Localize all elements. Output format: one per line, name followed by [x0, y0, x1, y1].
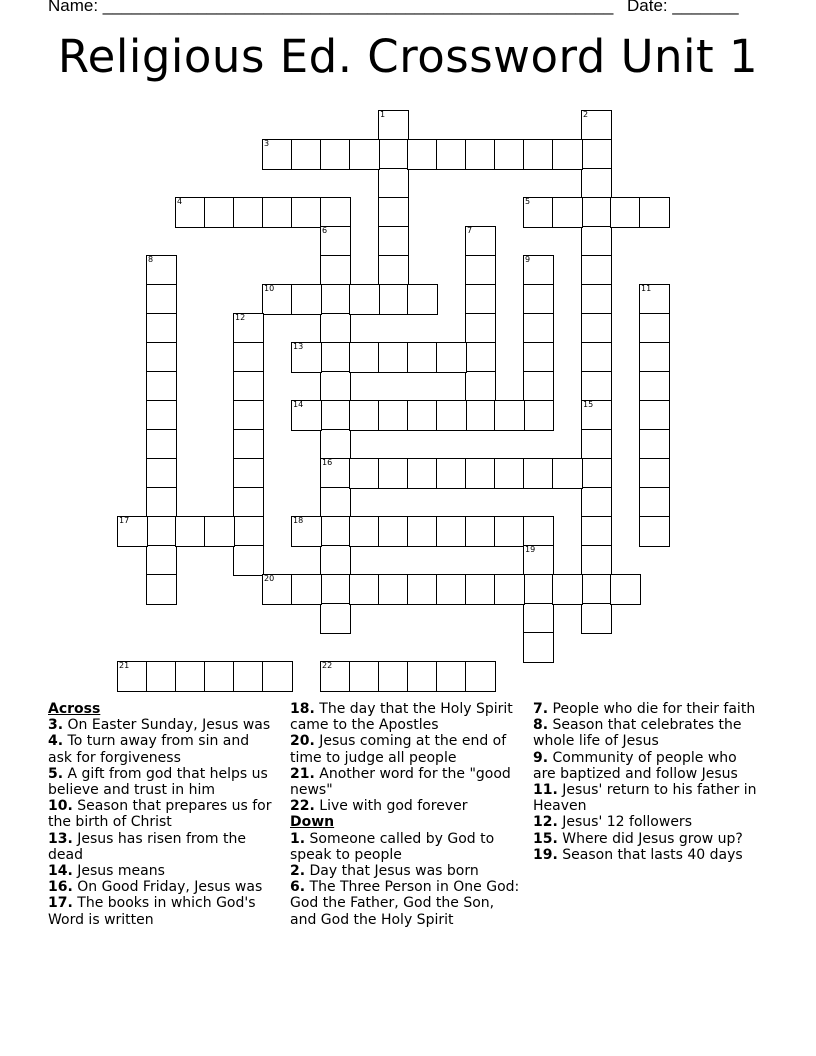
crossword-cell[interactable]: [639, 487, 670, 518]
clue-number: 7: [467, 226, 473, 235]
clue-number: 4.: [48, 733, 64, 750]
crossword-cell[interactable]: [407, 284, 438, 315]
date-field-label: Date: _______: [627, 0, 739, 15]
crossword-cell[interactable]: [233, 197, 264, 228]
clue-number: 17.: [48, 895, 73, 912]
crossword-cell[interactable]: [291, 139, 322, 170]
crossword-cell[interactable]: [523, 139, 554, 170]
crossword-cell[interactable]: [523, 603, 554, 634]
crossword-cell[interactable]: [146, 342, 177, 373]
clue-text: Community of people who are baptized and follow Jesus: [533, 749, 738, 782]
crossword-cell[interactable]: [262, 197, 293, 228]
crossword-cell[interactable]: [581, 255, 612, 286]
down-clue: [533, 831, 761, 847]
crossword-cell[interactable]: [523, 632, 554, 663]
clue-number: 20: [264, 574, 275, 583]
crossword-cell[interactable]: [291, 516, 322, 547]
crossword-cell[interactable]: [465, 400, 496, 431]
crossword-cell[interactable]: [494, 400, 525, 431]
crossword-cell[interactable]: [233, 487, 264, 518]
across-clue: [48, 717, 273, 733]
crossword-cell[interactable]: [581, 371, 612, 402]
crossword-cell[interactable]: [639, 458, 670, 489]
crossword-cell[interactable]: [407, 458, 438, 489]
crossword-cell[interactable]: [523, 371, 554, 402]
clue-number: 9: [525, 255, 531, 264]
crossword-cell[interactable]: [349, 516, 380, 547]
clue-text: Jesus' return to his father in Heaven: [533, 782, 757, 815]
crossword-cell[interactable]: [639, 400, 670, 431]
crossword-cell[interactable]: [233, 458, 264, 489]
crossword-cell[interactable]: [523, 516, 554, 547]
crossword-cell[interactable]: [494, 458, 525, 489]
clue-number: 14.: [48, 863, 73, 880]
crossword-cell[interactable]: [320, 313, 351, 344]
clues-column-1: [48, 701, 273, 928]
crossword-cell[interactable]: [407, 574, 438, 605]
clue-number: 3.: [48, 717, 64, 734]
down-clue: [290, 863, 522, 879]
crossword-cell[interactable]: [320, 574, 351, 605]
crossword-cell[interactable]: [117, 661, 148, 692]
crossword-cell[interactable]: [349, 284, 380, 315]
crossword-cell[interactable]: [581, 226, 612, 257]
crossword-cell[interactable]: [639, 516, 670, 547]
crossword-cell[interactable]: [610, 197, 641, 228]
crossword-cell[interactable]: [175, 661, 206, 692]
down-clue: [290, 831, 522, 863]
crossword-cell[interactable]: [320, 226, 351, 257]
crossword-cell[interactable]: [639, 342, 670, 373]
crossword-cell[interactable]: [291, 284, 322, 315]
clue-number: 2.: [290, 863, 306, 880]
clue-number: 5: [525, 197, 531, 206]
crossword-cell[interactable]: [291, 197, 322, 228]
crossword-cell[interactable]: [378, 197, 409, 228]
crossword-cell[interactable]: [639, 429, 670, 460]
crossword-cell[interactable]: [407, 342, 438, 373]
clue-text: Where did Jesus grow up?: [562, 830, 743, 847]
crossword-cell[interactable]: [523, 400, 554, 431]
clue-number: 22: [322, 661, 333, 670]
clue-text: People who die for their faith: [552, 701, 756, 717]
crossword-cell[interactable]: [378, 226, 409, 257]
crossword-cell[interactable]: [436, 516, 467, 547]
down-clue: [290, 879, 522, 928]
crossword-cell[interactable]: [378, 284, 409, 315]
clue-number: 12: [235, 313, 246, 322]
across-clue: [48, 863, 273, 879]
clue-number: 13.: [48, 830, 73, 847]
crossword-cell[interactable]: [262, 139, 293, 170]
crossword-cell[interactable]: [349, 458, 380, 489]
crossword-cell[interactable]: [378, 574, 409, 605]
down-clue: [533, 750, 761, 782]
across-clue: [290, 701, 522, 733]
clues-column-3: [533, 701, 761, 863]
crossword-cell[interactable]: [349, 661, 380, 692]
crossword-cell[interactable]: [320, 487, 351, 518]
crossword-cell[interactable]: [465, 255, 496, 286]
clue-number: 11: [641, 284, 652, 293]
crossword-cell[interactable]: [581, 139, 612, 170]
crossword-cell[interactable]: [581, 110, 612, 141]
clue-text: To turn away from sin and ask for forgiveness: [48, 733, 250, 766]
crossword-cell[interactable]: [146, 400, 177, 431]
crossword-cell[interactable]: [436, 574, 467, 605]
clue-number: 6.: [290, 879, 306, 896]
crossword-cell[interactable]: [378, 342, 409, 373]
crossword-cell[interactable]: [233, 313, 264, 344]
crossword-cell[interactable]: [378, 516, 409, 547]
clue-number: 20.: [290, 733, 315, 750]
crossword-cell[interactable]: [320, 458, 351, 489]
crossword-cell[interactable]: [146, 545, 177, 576]
crossword-cell[interactable]: [291, 342, 322, 373]
crossword-cell[interactable]: [320, 545, 351, 576]
crossword-cell[interactable]: [581, 545, 612, 576]
crossword-cell[interactable]: [175, 197, 206, 228]
crossword-cell[interactable]: [233, 545, 264, 576]
crossword-cell[interactable]: [349, 342, 380, 373]
clue-number: 10: [264, 284, 275, 293]
crossword-cell[interactable]: [146, 487, 177, 518]
crossword-cell[interactable]: [610, 574, 641, 605]
crossword-cell[interactable]: [378, 458, 409, 489]
clue-number: 16.: [48, 879, 73, 896]
clue-text: Season that celebrates the whole life of Jesus: [533, 717, 742, 750]
clue-number: 21.: [290, 765, 315, 782]
clue-text: Day that Jesus was born: [309, 863, 479, 880]
crossword-cell[interactable]: [291, 400, 322, 431]
crossword-cell[interactable]: [262, 574, 293, 605]
across-clue: [48, 766, 273, 798]
across-clue: [290, 766, 522, 798]
crossword-cell[interactable]: [465, 313, 496, 344]
clue-text: A gift from god that helps us believe and trust in him: [48, 765, 268, 799]
crossword-cell[interactable]: [581, 516, 612, 547]
crossword-cell[interactable]: [436, 661, 467, 692]
crossword-cell[interactable]: [146, 313, 177, 344]
crossword-cell[interactable]: [320, 197, 351, 228]
crossword-cell[interactable]: [436, 342, 467, 373]
name-field-label: Name: ______________________________________________________: [48, 0, 614, 15]
crossword-cell[interactable]: [581, 400, 612, 431]
crossword-cell[interactable]: [523, 284, 554, 315]
clue-text: The Three Person in One God: God the Father, God the Son, and God the Holy Spirit: [290, 879, 520, 928]
crossword-cell[interactable]: [523, 342, 554, 373]
crossword-cell[interactable]: [320, 371, 351, 402]
crossword-cell[interactable]: [523, 197, 554, 228]
crossword-cell[interactable]: [494, 574, 525, 605]
crossword-cell[interactable]: [378, 139, 409, 170]
crossword-cell[interactable]: [146, 429, 177, 460]
crossword-cell[interactable]: [639, 313, 670, 344]
clue-text: The day that the Holy Spirit came to the Apostles: [290, 701, 513, 734]
clue-number: 18.: [290, 701, 315, 717]
crossword-cell[interactable]: [581, 429, 612, 460]
clue-number: 11.: [533, 782, 558, 799]
crossword-cell[interactable]: [465, 371, 496, 402]
crossword-cell[interactable]: [320, 255, 351, 286]
clue-number: 7.: [533, 701, 549, 717]
crossword-cell[interactable]: [233, 429, 264, 460]
clue-number: 9.: [533, 749, 549, 766]
crossword-cell[interactable]: [639, 371, 670, 402]
crossword-cell[interactable]: [378, 168, 409, 199]
crossword-cell[interactable]: [407, 516, 438, 547]
crossword-cell[interactable]: [204, 661, 235, 692]
clue-text: Season that prepares us for the birth of Christ: [48, 798, 272, 831]
clue-number: 13: [293, 342, 304, 351]
clue-number: 1.: [290, 830, 306, 847]
crossword-cell[interactable]: [523, 255, 554, 286]
crossword-cell[interactable]: [523, 313, 554, 344]
across-clue: [48, 879, 273, 895]
crossword-cell[interactable]: [552, 197, 583, 228]
crossword-cell[interactable]: [581, 313, 612, 344]
crossword-cell[interactable]: [465, 516, 496, 547]
clue-number: 3: [264, 139, 270, 148]
clue-number: 2: [583, 110, 589, 119]
crossword-cell[interactable]: [233, 661, 264, 692]
crossword-cell[interactable]: [320, 603, 351, 634]
down-heading: Down: [290, 814, 335, 831]
clue-number: 1: [380, 110, 386, 119]
crossword-cell[interactable]: [581, 487, 612, 518]
across-heading: Across: [48, 701, 101, 717]
clue-number: 19.: [533, 846, 558, 863]
crossword-cell[interactable]: [349, 139, 380, 170]
clue-text: Jesus has risen from the dead: [48, 830, 246, 863]
clue-number: 8: [148, 255, 154, 264]
down-clue: [533, 717, 761, 749]
clue-number: 15.: [533, 830, 558, 847]
crossword-cell[interactable]: [552, 458, 583, 489]
crossword-cell[interactable]: [581, 603, 612, 634]
clue-text: Someone called by God to speak to people: [290, 830, 495, 863]
crossword-cell[interactable]: [262, 661, 293, 692]
crossword-cell[interactable]: [407, 400, 438, 431]
clue-text: On Easter Sunday, Jesus was: [67, 717, 271, 734]
crossword-cell[interactable]: [494, 516, 525, 547]
crossword-cell[interactable]: [378, 661, 409, 692]
crossword-cell[interactable]: [436, 400, 467, 431]
crossword-cell[interactable]: [291, 574, 322, 605]
crossword-cell[interactable]: [581, 458, 612, 489]
crossword-cell[interactable]: [146, 574, 177, 605]
crossword-cell[interactable]: [320, 139, 351, 170]
clue-text: Jesus means: [77, 863, 165, 880]
crossword-cell[interactable]: [465, 226, 496, 257]
crossword-cell[interactable]: [146, 255, 177, 286]
clue-number: 19: [525, 545, 536, 554]
down-clue: [533, 701, 761, 717]
clue-number: 6: [322, 226, 328, 235]
crossword-cell[interactable]: [320, 429, 351, 460]
clues-column-2: [290, 701, 522, 928]
clue-number: 12.: [533, 814, 558, 831]
crossword-cell[interactable]: [175, 516, 206, 547]
crossword-cell[interactable]: [262, 284, 293, 315]
crossword-cell[interactable]: [146, 284, 177, 315]
crossword-cell[interactable]: [436, 458, 467, 489]
across-clue: [290, 733, 522, 765]
crossword-cell[interactable]: [233, 400, 264, 431]
crossword-cell[interactable]: [146, 516, 177, 547]
clue-text: Jesus coming at the end of time to judge all people: [290, 733, 507, 766]
crossword-cell[interactable]: [378, 255, 409, 286]
crossword-cell[interactable]: [639, 197, 670, 228]
page-title: Religious Ed. Crossword Unit 1: [57, 30, 759, 83]
crossword-cell[interactable]: [204, 516, 235, 547]
crossword-cell[interactable]: [320, 661, 351, 692]
crossword-cell[interactable]: [581, 168, 612, 199]
crossword-cell[interactable]: [407, 139, 438, 170]
crossword-cell[interactable]: [320, 400, 351, 431]
clue-number: 4: [177, 197, 183, 206]
crossword-cell[interactable]: [639, 284, 670, 315]
clue-text: On Good Friday, Jesus was: [77, 879, 263, 896]
clue-text: Jesus' 12 followers: [562, 814, 692, 831]
crossword-cell[interactable]: [320, 516, 351, 547]
crossword-cell[interactable]: [523, 458, 554, 489]
crossword-cell[interactable]: [465, 458, 496, 489]
crossword-cell[interactable]: [581, 574, 612, 605]
crossword-cell[interactable]: [320, 342, 351, 373]
crossword-cell[interactable]: [465, 342, 496, 373]
crossword-cell[interactable]: [465, 139, 496, 170]
down-clue: [533, 847, 761, 863]
clue-number: 18: [293, 516, 304, 525]
crossword-cell[interactable]: [320, 284, 351, 315]
down-clue: [533, 814, 761, 830]
crossword-cell[interactable]: [146, 371, 177, 402]
crossword-cell[interactable]: [465, 574, 496, 605]
clue-text: The books in which God's Word is written: [48, 895, 256, 928]
across-clue: [48, 798, 273, 830]
crossword-cell[interactable]: [523, 545, 554, 576]
clue-number: 17: [119, 516, 130, 525]
clue-number: 16: [322, 458, 333, 467]
clue-number: 15: [583, 400, 594, 409]
clue-number: 21: [119, 661, 130, 670]
crossword-cell[interactable]: [233, 371, 264, 402]
crossword-cell[interactable]: [378, 400, 409, 431]
crossword-cell[interactable]: [349, 400, 380, 431]
clue-number: 14: [293, 400, 304, 409]
crossword-cell[interactable]: [436, 139, 467, 170]
crossword-cell[interactable]: [581, 342, 612, 373]
crossword-cell[interactable]: [233, 516, 264, 547]
crossword-cell[interactable]: [349, 574, 380, 605]
down-clue: [533, 782, 761, 814]
crossword-cell[interactable]: [494, 139, 525, 170]
clue-number: 22.: [290, 798, 315, 815]
clue-text: Another word for the "good news": [290, 765, 511, 799]
clue-number: 5.: [48, 765, 64, 782]
crossword-cell[interactable]: [407, 661, 438, 692]
across-clue: [290, 798, 522, 814]
across-clue: [48, 733, 273, 765]
crossword-cell[interactable]: [552, 139, 583, 170]
crossword-cell[interactable]: [523, 574, 554, 605]
clue-text: Season that lasts 40 days: [562, 846, 743, 863]
clue-number: 10.: [48, 798, 73, 815]
crossword-cell[interactable]: [581, 197, 612, 228]
crossword-cell[interactable]: [581, 284, 612, 315]
crossword-cell[interactable]: [465, 661, 496, 692]
clue-text: Live with god forever: [319, 798, 468, 815]
crossword-cell[interactable]: [552, 574, 583, 605]
crossword-cell[interactable]: [465, 284, 496, 315]
across-clue: [48, 895, 273, 927]
crossword-cell[interactable]: [378, 110, 409, 141]
across-clue: [48, 831, 273, 863]
crossword-cell[interactable]: [117, 516, 148, 547]
clue-number: 8.: [533, 717, 549, 734]
crossword-cell[interactable]: [204, 197, 235, 228]
crossword-cell[interactable]: [233, 342, 264, 373]
crossword-cell[interactable]: [146, 661, 177, 692]
crossword-cell[interactable]: [146, 458, 177, 489]
